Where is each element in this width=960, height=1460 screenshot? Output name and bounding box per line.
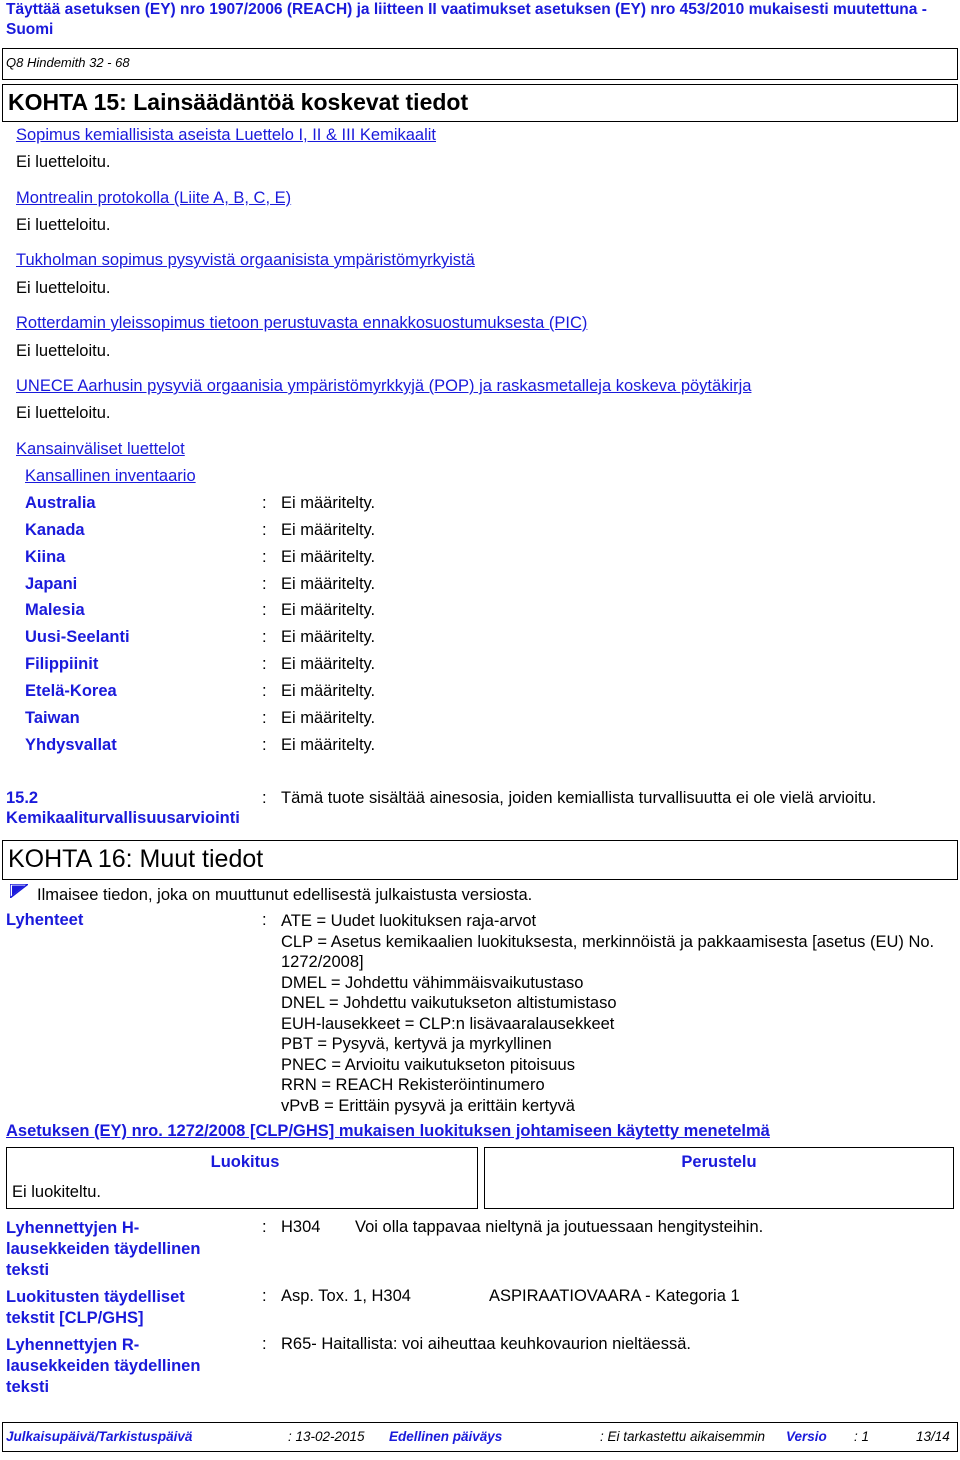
h-text: Voi olla tappavaa nieltynä ja joutuessaan hengitysteihin. <box>355 1218 764 1236</box>
inventory-colon: : <box>262 548 267 566</box>
footer-date-value: : 13-02-2015 <box>288 1429 365 1444</box>
r-label-line: teksti <box>6 1378 50 1396</box>
inventory-country: Kiina <box>25 548 66 566</box>
class-label-line: tekstit [CLP/GHS] <box>6 1309 144 1327</box>
inventory-colon: : <box>262 709 267 727</box>
inventory-country: Uusi-Seelanti <box>25 628 130 646</box>
montreal-heading: Montrealin protokolla (Liite A, B, C, E) <box>16 189 292 207</box>
product-name: Q8 Hindemith 32 - 68 <box>6 55 130 70</box>
r-text: R65- Haitallista: voi aiheuttaa keuhkovaurion nieltäessä. <box>281 1335 691 1353</box>
change-flag-icon <box>10 884 28 898</box>
class-code: Asp. Tox. 1, H304 <box>281 1287 411 1305</box>
change-note: Ilmaisee tiedon, joka on muuttunut edellisestä julkaistusta versiosta. <box>37 886 533 904</box>
inventory-colon: : <box>262 575 267 593</box>
csa-number: 15.2 <box>6 789 39 807</box>
abbreviations-label: Lyhenteet <box>6 911 84 929</box>
h-code: H304 <box>281 1218 321 1236</box>
abbreviation-item: CLP = Asetus kemikaalien luokituksesta, merkinnöistä ja pakkaamisesta [asetus (EU) No. 1272/2008] <box>281 932 935 971</box>
stockholm-heading: Tukholman sopimus pysyvistä orgaanisista ympäristömyrkyistä <box>16 251 475 269</box>
national-inventory-heading: Kansallinen inventaario <box>25 467 196 485</box>
footer-prev-label: Edellinen päiväys <box>389 1429 503 1444</box>
h-label-line: lausekkeiden täydellinen <box>6 1240 201 1258</box>
h-label-line: Lyhennettyjen H- <box>6 1219 140 1237</box>
inventory-country: Malesia <box>25 601 85 619</box>
product-name-box <box>2 48 958 80</box>
abbreviation-item: PNEC = Arvioitu vaikutukseton pitoisuus <box>281 1055 575 1074</box>
abbreviations-colon: : <box>262 911 267 929</box>
abbreviation-item: DNEL = Johdettu vaikutukseton altistumistaso <box>281 994 617 1012</box>
inventory-value: Ei määritelty. <box>281 494 376 512</box>
international-lists-heading: Kansainväliset luettelot <box>16 440 185 458</box>
footer-version-label: Versio <box>786 1429 827 1444</box>
inventory-value: Ei määritelty. <box>281 655 376 673</box>
abbreviation-item: DMEL = Johdettu vähimmäisvaikutustaso <box>281 973 584 992</box>
abbreviation-item: ATE = Uudet luokituksen raja-arvot <box>281 912 537 930</box>
class-colon: : <box>262 1287 267 1305</box>
inventory-value: Ei määritelty. <box>281 736 376 754</box>
footer-prev-value: : Ei tarkastettu aikaisemmin <box>600 1429 766 1444</box>
inventory-value: Ei määritelty. <box>281 628 376 646</box>
inventory-value: Ei määritelty. <box>281 682 376 700</box>
abbreviation-item: PBT = Pysyvä, kertyvä ja myrkyllinen <box>281 1035 552 1053</box>
abbreviation-item: EUH-lausekkeet = CLP:n lisävaaralausekkeet <box>281 1014 615 1033</box>
r-label-line: lausekkeiden täydellinen <box>6 1357 201 1375</box>
inventory-colon: : <box>262 682 267 700</box>
inventory-value: Ei määritelty. <box>281 709 376 727</box>
stockholm-value: Ei luetteloitu. <box>16 279 111 297</box>
inventory-colon: : <box>262 521 267 539</box>
csa-colon: : <box>262 789 267 807</box>
csa-value: Tämä tuote sisältää ainesosia, joiden kemiallista turvallisuutta ei ole vielä arvioitu. <box>281 789 877 807</box>
section-15-title: KOHTA 15: Lainsäädäntöä koskevat tiedot <box>8 89 469 115</box>
inventory-colon: : <box>262 601 267 619</box>
footer-version-value: : 1 <box>854 1429 870 1444</box>
montreal-value: Ei luetteloitu. <box>16 216 111 234</box>
unece-value: Ei luetteloitu. <box>16 404 111 422</box>
inventory-country: Taiwan <box>25 709 80 727</box>
rotterdam-heading: Rotterdamin yleissopimus tietoon perustuvasta ennakkosuostumuksesta (PIC) <box>16 314 588 332</box>
basis-header: Perustelu <box>681 1153 757 1171</box>
classification-value: Ei luokiteltu. <box>12 1183 101 1201</box>
abbreviation-item: RRN = REACH Rekisteröintinumero <box>281 1076 545 1094</box>
h-colon: : <box>262 1218 267 1236</box>
inventory-colon: : <box>262 628 267 646</box>
r-colon: : <box>262 1335 267 1353</box>
r-label-line: Lyhennettyjen R- <box>6 1336 140 1354</box>
inventory-colon: : <box>262 494 267 512</box>
inventory-country: Etelä-Korea <box>25 682 117 700</box>
abbreviations-list <box>281 911 941 1116</box>
classification-header: Luokitus <box>210 1153 280 1171</box>
inventory-value: Ei määritelty. <box>281 521 376 539</box>
inventory-value: Ei määritelty. <box>281 575 376 593</box>
unece-heading: UNECE Aarhusin pysyviä orgaanisia ympäristömyrkkyjä (POP) ja raskasmetalleja koskeva pöytäkirja <box>16 377 752 395</box>
inventory-country: Kanada <box>25 521 85 539</box>
inventory-country: Yhdysvallat <box>25 736 117 754</box>
csa-label: Kemikaaliturvallisuusarviointi <box>6 809 240 827</box>
class-label-line: Luokitusten täydelliset <box>6 1288 185 1306</box>
r-phrases-label <box>6 1335 200 1398</box>
abbreviation-item: vPvB = Erittäin pysyvä ja erittäin kertyvä <box>281 1096 575 1115</box>
class-texts-label <box>6 1287 185 1329</box>
rotterdam-value: Ei luetteloitu. <box>16 342 111 360</box>
inventory-value: Ei määritelty. <box>281 548 376 566</box>
document-header-title: Täyttää asetuksen (EY) nro 1907/2006 (REACH) ja liitteen II vaatimukset asetuksen (EY) nro 453/2010 mukaisesti muutettuna - Suomi <box>6 1 927 38</box>
inventory-colon: : <box>262 655 267 673</box>
inventory-value: Ei määritelty. <box>281 601 376 619</box>
footer-date-label: Julkaisupäivä/Tarkistuspäivä <box>6 1429 193 1444</box>
h-phrases-label <box>6 1218 200 1281</box>
class-text: ASPIRAATIOVAARA - Kategoria 1 <box>489 1287 740 1305</box>
inventory-colon: : <box>262 736 267 754</box>
footer-page-number: 13/14 <box>916 1429 950 1444</box>
section-16-title: KOHTA 16: Muut tiedot <box>8 845 264 873</box>
inventory-country: Australia <box>25 494 96 512</box>
cwc-value: Ei luetteloitu. <box>16 153 111 171</box>
inventory-country: Filippiinit <box>25 655 99 673</box>
inventory-country: Japani <box>25 575 78 593</box>
cwc-heading: Sopimus kemiallisista aseista Luettelo I, II & III Kemikaalit <box>16 126 437 144</box>
method-heading: Asetuksen (EY) nro. 1272/2008 [CLP/GHS] mukaisen luokituksen johtamiseen käytetty menetelmä <box>6 1122 770 1140</box>
h-label-line: teksti <box>6 1261 50 1279</box>
